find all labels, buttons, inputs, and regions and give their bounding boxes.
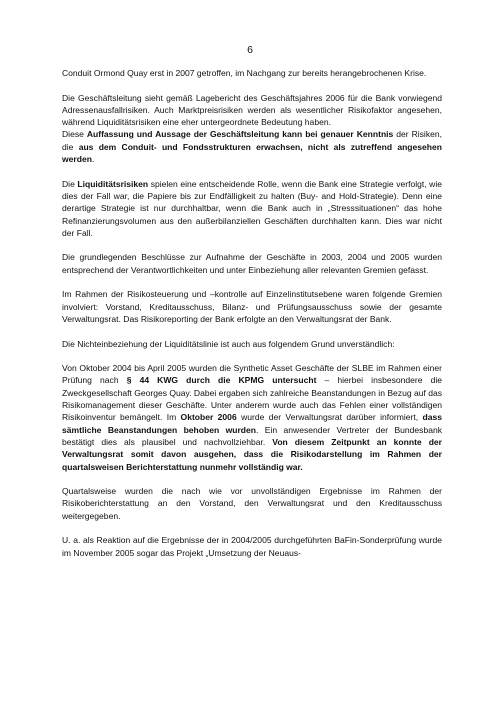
paragraph <box>62 92 442 129</box>
text-run: Von Oktober 2004 bis April 2005 wurden die Synthetic Asset Geschäfte der SLBE im Rahmen einer Prüfung nach <box>62 363 442 386</box>
bold-text: aus dem Conduit- und Fondsstrukturen erwachsen, nicht als zutreffend angesehen werden <box>62 141 442 165</box>
bold-text: § 44 KWG durch die KPMG untersucht <box>126 375 317 386</box>
text-run: Quartalsweise wurden die nach wie vor unvollständigen Ergebnisse im Rahmen der Risikoberichterstattung an den Vorstand, den Verwaltungsrat und den Kreditausschuss weitergegeben. <box>62 486 442 521</box>
document-body <box>62 67 442 559</box>
text-run: Diese <box>62 129 87 140</box>
text-run: – hierbei insbesondere die Zweckgesellschaft Georges Quay. Dabei ergaben sich zahlreiche Beanstandungen in Bezug auf das Risikomanagement dieser Geschäfte. Unter anderem wurde auch das Fehlen einer vollständigen Risikoinventur bemängelt. Im <box>62 375 443 423</box>
text-run: Die <box>62 178 78 189</box>
text-run: Die grundlegenden Beschlüsse zur Aufnahme der Geschäfte in 2003, 2004 und 2005 wurden entsprechend der Verantwortlichkeiten und unter Einbeziehung aller relevanten Gremien gefasst. <box>62 252 442 275</box>
paragraph <box>62 338 442 350</box>
bold-text: Auffassung und Aussage der Geschäftsleitung kann bei genauer Kenntnis <box>86 129 394 140</box>
text-run: spielen eine entscheidende Rolle, wenn die Bank eine Strategie verfolgt, wie dies der Fall war, die Papiere bis zur Endfälligkeit zu halten (Buy- and Hold-Strategie). Denn eine derartige Strategie ist nur durchhaltbar, wenn die Bank auch in „Stresssituationen“ das hohe Refinanzierungsvolumen aus den außerbilanziellen Geschäften durchhalten kann. Dies war nicht der Fall. <box>62 178 442 238</box>
text-run: der Risiken, die <box>62 129 442 152</box>
text-run: . <box>91 154 95 165</box>
paragraph <box>62 362 442 473</box>
page-number: 6 <box>247 44 253 56</box>
paragraph <box>62 485 442 522</box>
paragraph <box>62 67 442 79</box>
text-run: wurde der Verwaltungsrat darüber informiert, <box>236 412 423 423</box>
paragraph <box>62 251 442 276</box>
text-run: Im Rahmen der Risikosteuerung und –kontrolle auf Einzelinstitutsebene waren folgende Gremien involviert: Vorstand, Kreditausschuss, Bilanz- und Prüfungsausschuss sowie der gesamte Verwaltungsrat. Das Risikoreporting der Bank erfolgte an den Verwaltungsrat der Bank. <box>62 289 442 324</box>
text-run: Conduit Ormond Quay erst in 2007 getroffen, im Nachgang zur bereits herangebrochenen Krise. <box>62 68 427 78</box>
paragraph <box>62 128 442 165</box>
paragraph <box>62 178 442 239</box>
text-run: . Ein anwesender Vertreter der Bundesbank bestätigt dies als plausibel und nachvollziehbar. <box>62 424 442 447</box>
paragraph <box>62 534 442 559</box>
text-run: U. a. als Reaktion auf die Ergebnisse der in 2004/2005 durchgeführten BaFin-Sonderprüfung wurde im November 2005 sogar das Projekt „Umsetzung der Neuaus- <box>62 535 442 558</box>
bold-text: dass sämtliche Beanstandungen behoben wurden <box>62 412 442 435</box>
text-run: Die Geschäftsleitung sieht gemäß Lagebericht des Geschäftsjahres 2006 für die Bank vorwiegend Adressenausfallrisiken. Auch Marktpreisrisiken werden als wesentlicher Risikofaktor angesehen, während Liquiditätsrisiken eine eher untergeordnete Bedeutung haben. <box>62 92 442 128</box>
bold-text: Oktober 2006 <box>180 412 237 423</box>
paragraph <box>62 288 442 325</box>
bold-text: Von diesem Zeitpunkt an konnte der Verwaltungsrat somit davon ausgehen, dass die Risikodarstellung im Rahmen der quartalsweisen Berichterstattung nunmehr vollständig war. <box>62 436 442 472</box>
bold-text: Liquiditätsrisiken <box>77 178 149 189</box>
text-run: Die Nichteinbeziehung der Liquiditätslinie ist auch aus folgendem Grund unverständlich: <box>62 338 395 349</box>
